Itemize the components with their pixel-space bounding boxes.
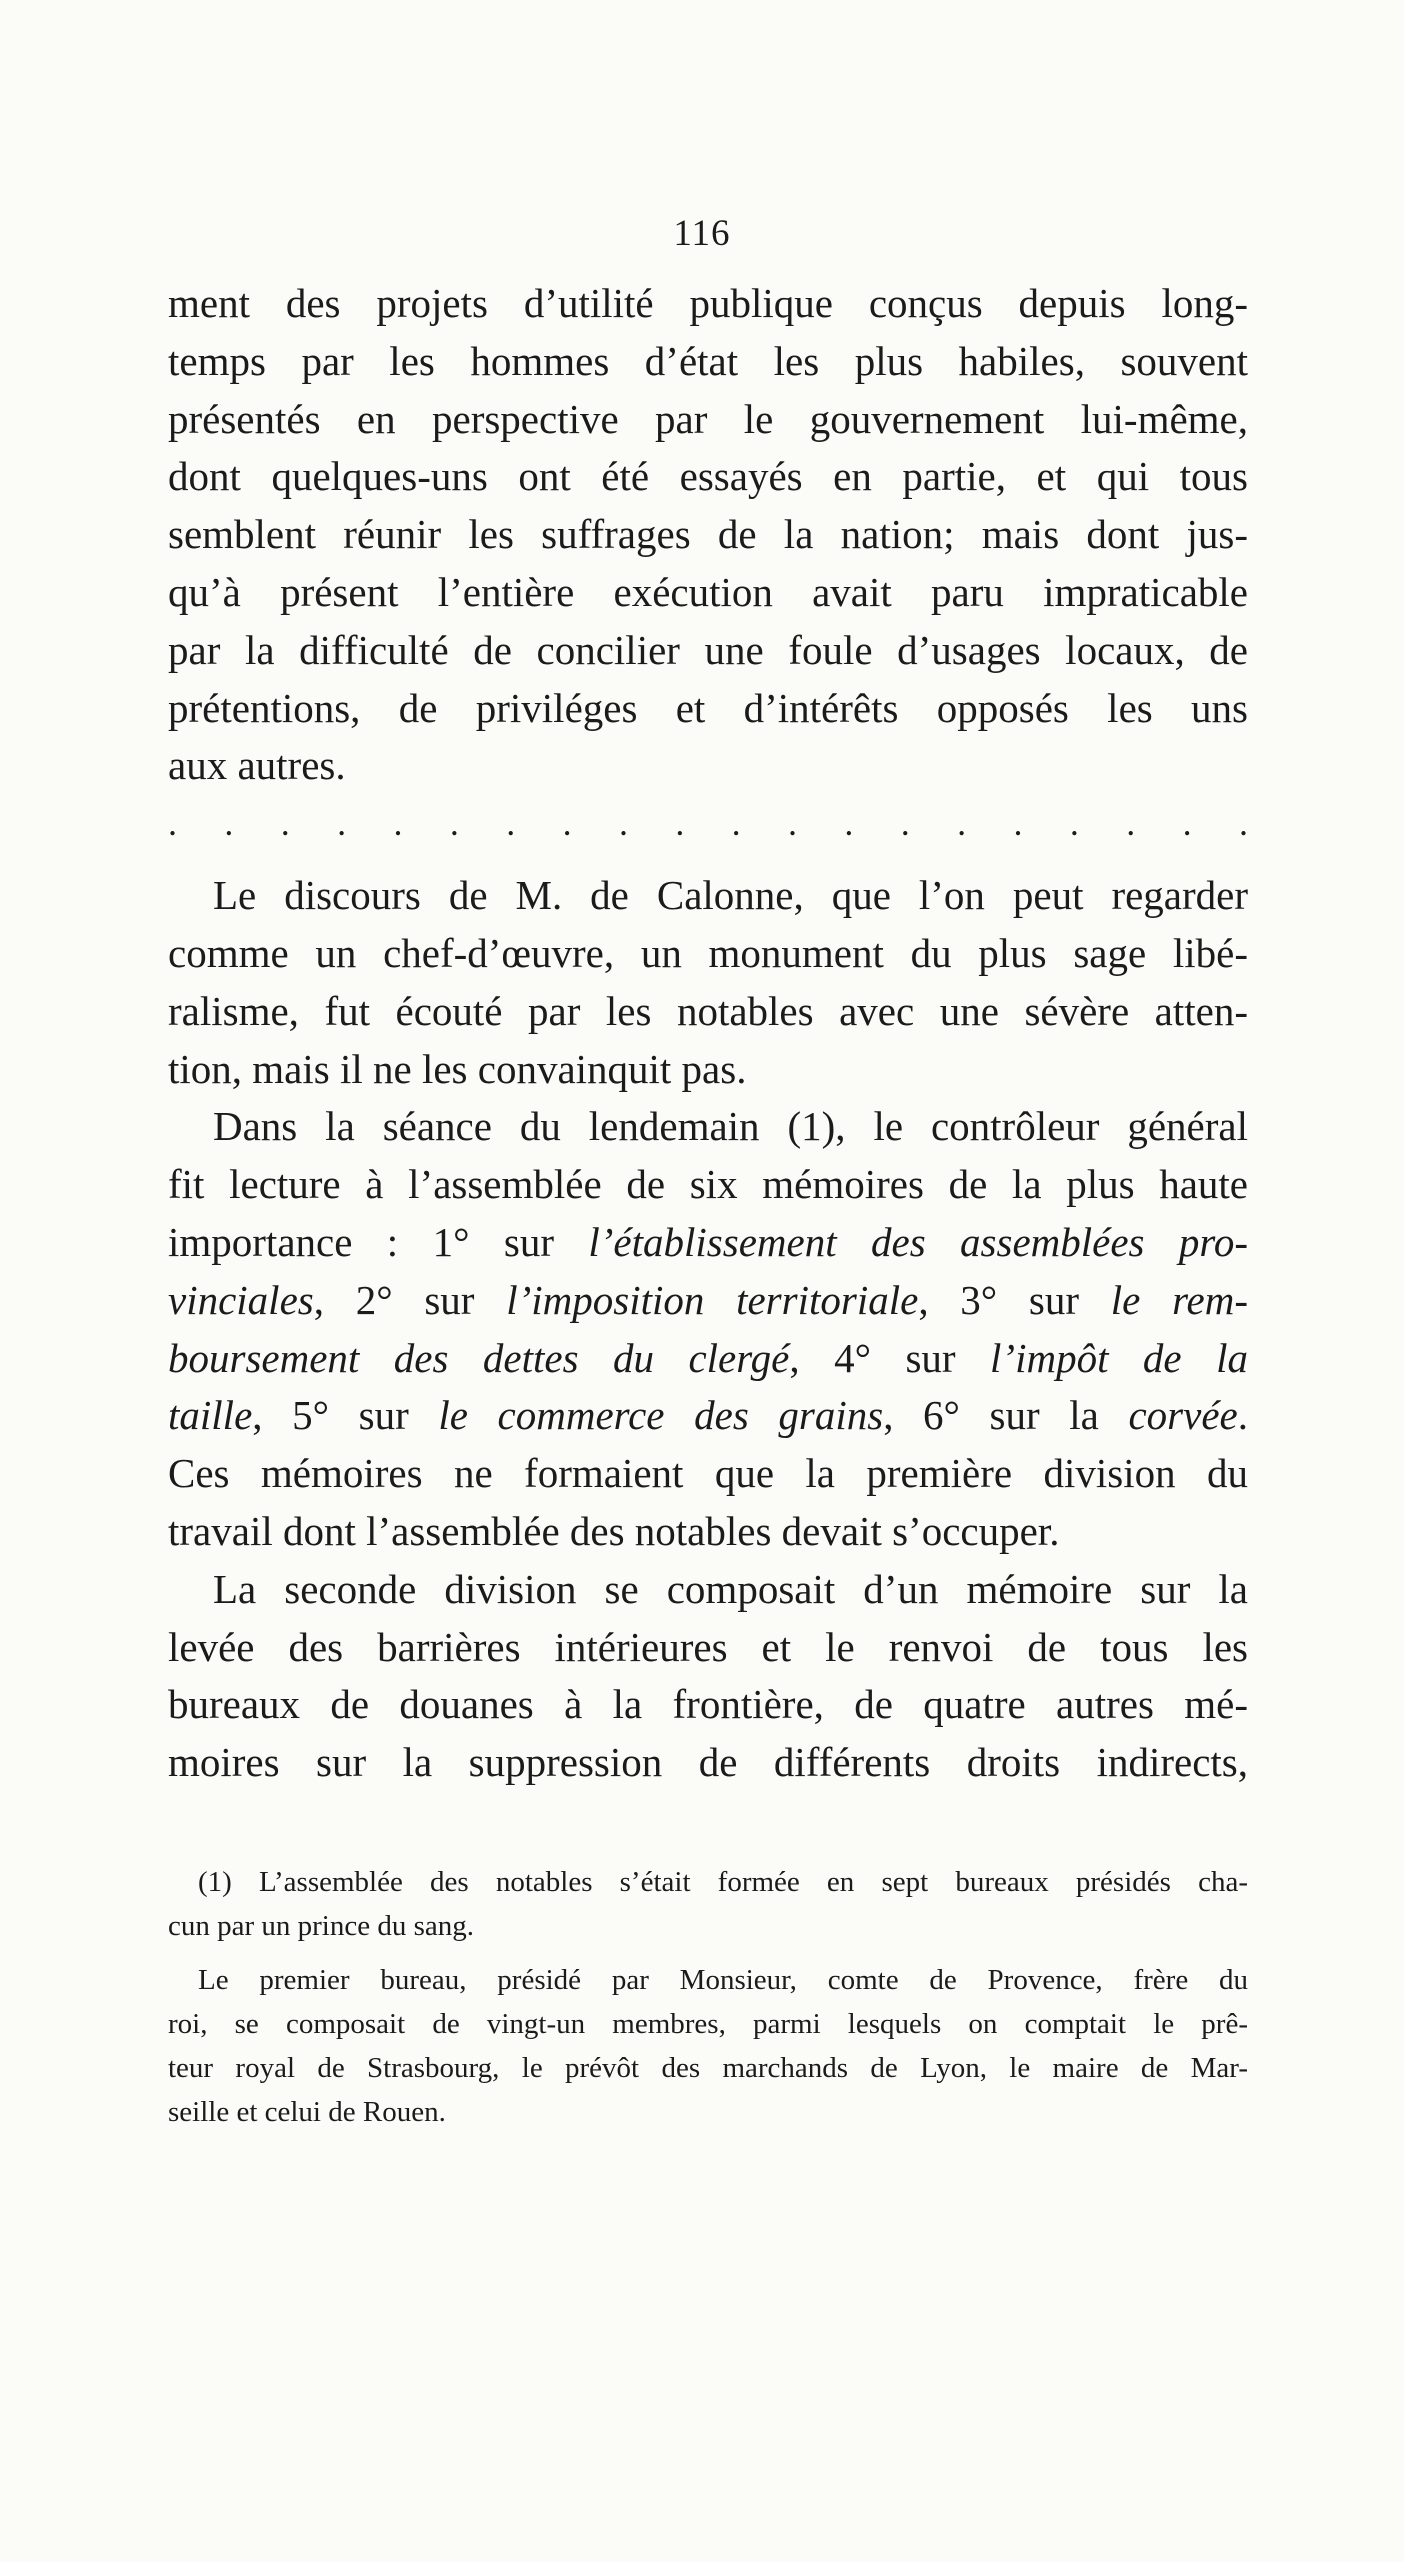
footnote-line: roi, se composait de vingt-un membres, parmi lesquels on comptait le prê- [168, 2008, 1248, 2040]
text-line: tion, mais il ne les convainquit pas. [168, 1045, 747, 1092]
text-line: levée des barrières intérieures et le renvoi de tous les [168, 1623, 1248, 1670]
separator-dots: . . . . . . . . . . . . . . . . . . . . [168, 803, 1248, 844]
text-line: par la difficulté de concilier une foule d’usages locaux, de [168, 626, 1248, 673]
footnotes [168, 1860, 1248, 2134]
text-run: , 5° sur [252, 1392, 439, 1439]
text-line [168, 1330, 1248, 1388]
page-number: 116 [673, 213, 731, 254]
paragraph-seconde-division [168, 1561, 1248, 1792]
text-line: travail dont l’assemblée des notables devait s’occuper. [168, 1507, 1060, 1554]
italic-run: corvée [1128, 1392, 1238, 1439]
text-line [168, 1214, 1248, 1272]
text-line: Ces mémoires ne formaient que la première division du [168, 1450, 1248, 1497]
text-line: aux autres. [168, 742, 346, 789]
italic-run: boursement des dettes du clergé [168, 1334, 790, 1381]
text-line: temps par les hommes d’état les plus habiles, souvent [168, 337, 1248, 384]
footnote-line: (1) L’assemblée des notables s’était formée en sept bureaux présidés cha- [198, 1866, 1248, 1898]
text-run: , 6° sur la [883, 1392, 1129, 1439]
paragraph-memoires [168, 1098, 1248, 1560]
text-line: semblent réunir les suffrages de la nation; mais dont jus- [168, 511, 1248, 558]
text-run: , 2° sur [313, 1276, 507, 1323]
text-line [168, 1387, 1248, 1445]
italic-run: le rem- [1110, 1276, 1248, 1323]
text-line: dont quelques-uns ont été essayés en partie, et qui tous [168, 453, 1248, 500]
italic-run: le commerce des grains [438, 1392, 884, 1439]
text-line: La seconde division se composait d’un mémoire sur la [213, 1565, 1248, 1612]
text-line: Le discours de M. de Calonne, que l’on peut regarder [213, 872, 1248, 919]
italic-run: l’imposition territoriale [506, 1276, 919, 1323]
footnote-line: seille et celui de Rouen. [168, 2096, 446, 2128]
footnote-1 [168, 1860, 1248, 1948]
text-run: , 3° sur [918, 1276, 1111, 1323]
text-line: ralisme, fut écouté par les notables avec une sévère atten- [168, 987, 1248, 1034]
paragraph-continuation [168, 275, 1248, 795]
italic-run: taille [168, 1392, 253, 1439]
text-run: , 4° sur [789, 1334, 991, 1381]
text-line [168, 1272, 1248, 1330]
main-text [168, 275, 1248, 1792]
italic-run: l’établissement des assemblées pro- [588, 1218, 1248, 1265]
footnote-line: teur royal de Strasbourg, le prévôt des marchands de Lyon, le maire de Mar- [168, 2052, 1248, 2084]
text-line: comme un chef-d’œuvre, un monument du plus sage libé- [168, 929, 1248, 976]
text-line: fit lecture à l’assemblée de six mémoires de la plus haute [168, 1161, 1248, 1208]
italic-run: l’impôt de la [990, 1334, 1248, 1381]
text-line: qu’à présent l’entière exécution avait paru impraticable [168, 568, 1248, 615]
text-line: moires sur la suppression de différents droits indirects, [168, 1739, 1248, 1786]
text-line: Dans la séance du lendemain (1), le contrôleur général [213, 1103, 1248, 1150]
italic-run: vinciales [168, 1276, 314, 1323]
footnote-line: Le premier bureau, présidé par Monsieur, comte de Provence, frère du [198, 1964, 1248, 1996]
text-line: présentés en perspective par le gouvernement lui-même, [168, 395, 1248, 442]
text-line: prétentions, de priviléges et d’intérêts opposés les uns [168, 684, 1248, 731]
paragraph-calonne-speech [168, 867, 1248, 1098]
text-line: ment des projets d’utilité publique conçus depuis long- [168, 280, 1248, 326]
footnote-2 [168, 1958, 1248, 2134]
text-run: importance : 1° sur [168, 1218, 589, 1265]
text-line: bureaux de douanes à la frontière, de quatre autres mé- [168, 1681, 1248, 1728]
text-run: . [1237, 1392, 1248, 1439]
footnote-line: cun par un prince du sang. [168, 1910, 475, 1942]
